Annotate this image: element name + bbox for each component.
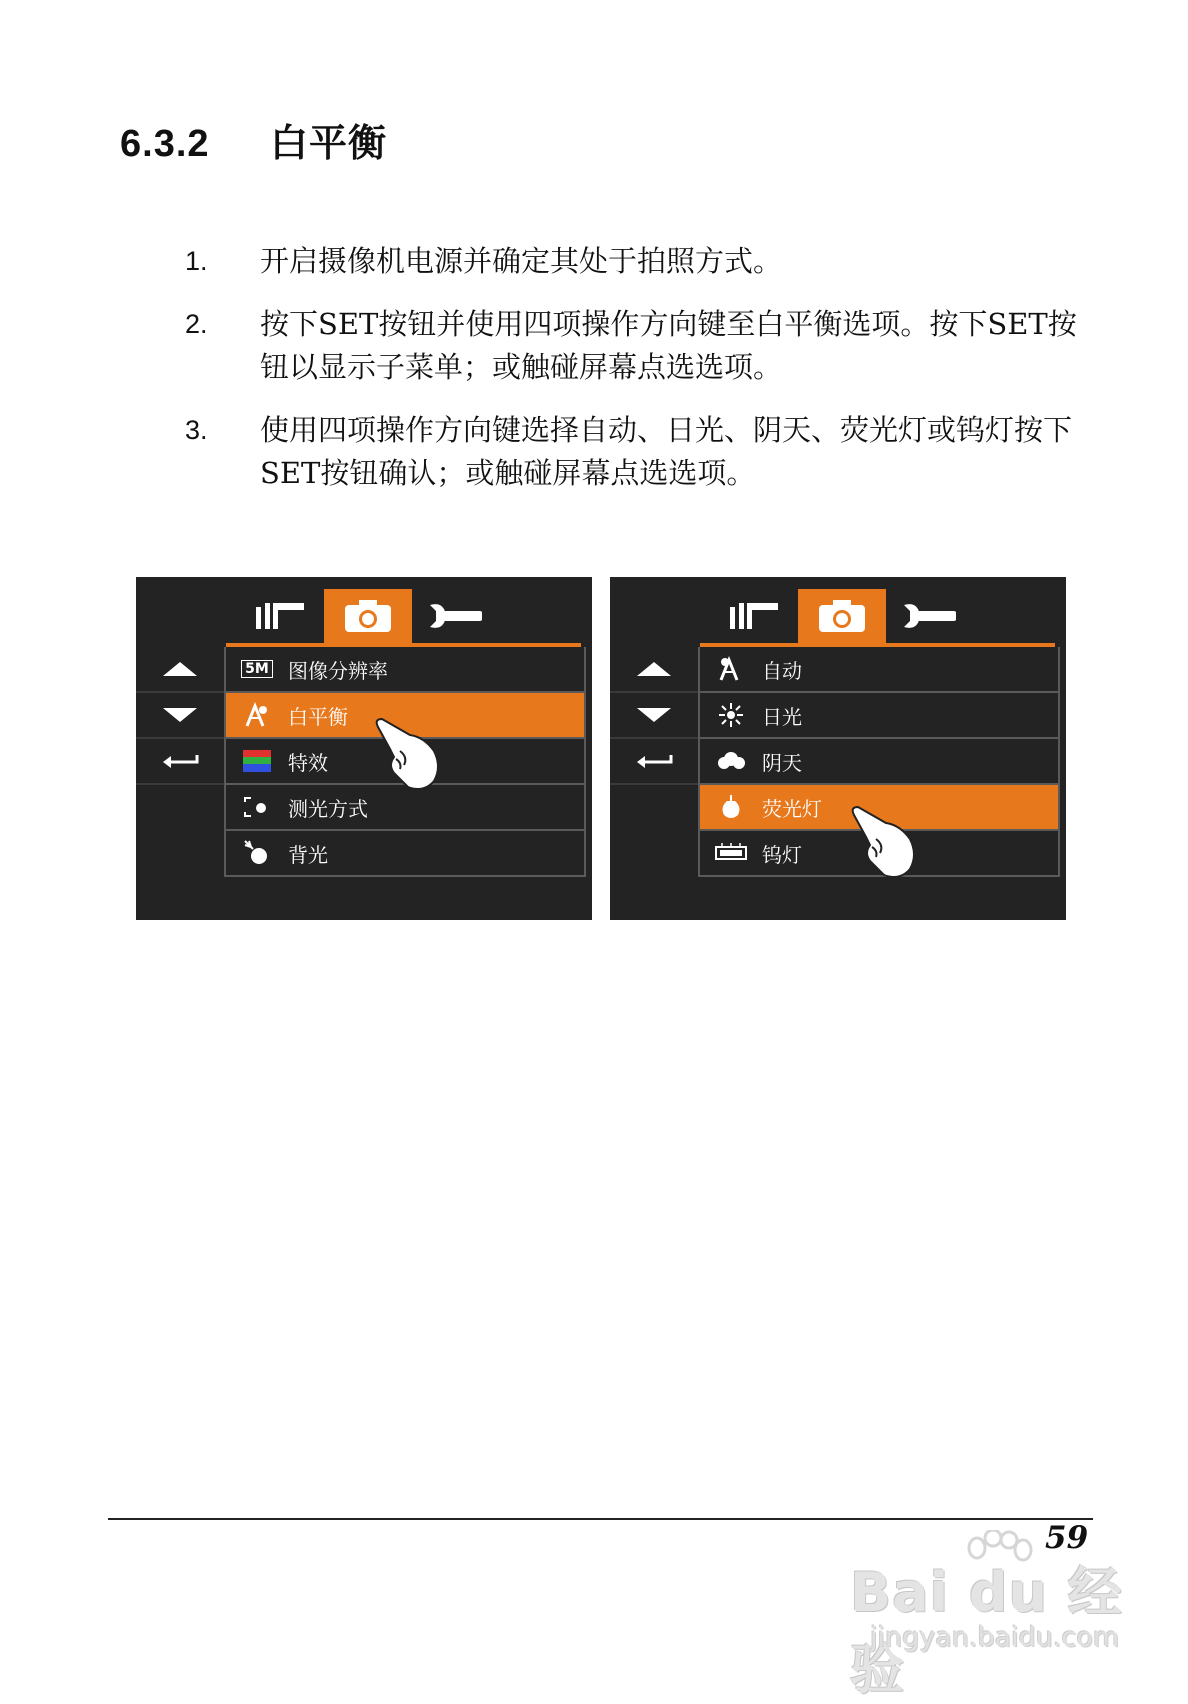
return-icon bbox=[161, 753, 199, 769]
resolution-5m-icon bbox=[236, 660, 278, 678]
menu-item-backlight[interactable] bbox=[226, 831, 584, 877]
up-arrow-icon bbox=[637, 662, 671, 676]
footer-rule bbox=[108, 1518, 1093, 1520]
wrench-icon bbox=[900, 601, 960, 631]
return-button[interactable] bbox=[136, 739, 224, 785]
tab-playback[interactable] bbox=[236, 589, 324, 643]
menu-tabbar bbox=[236, 589, 486, 643]
step-number: 3. bbox=[185, 415, 208, 445]
menu-item-daylight[interactable] bbox=[700, 693, 1058, 739]
down-button[interactable] bbox=[610, 693, 698, 739]
section-heading bbox=[120, 112, 387, 167]
step-item bbox=[185, 240, 1085, 283]
camera-menu-screen-left bbox=[136, 577, 592, 920]
section-title: 白平衡 bbox=[270, 121, 388, 165]
menu-tabbar bbox=[710, 589, 960, 643]
nav-column bbox=[136, 647, 224, 785]
menu-item-label: 特效 bbox=[288, 750, 328, 775]
up-arrow-icon bbox=[163, 662, 197, 676]
camera-icon bbox=[817, 598, 867, 634]
step-number: 1. bbox=[185, 246, 208, 276]
tab-setup[interactable] bbox=[886, 589, 974, 643]
menu-item-label: 阴天 bbox=[762, 750, 802, 775]
color-effect-icon bbox=[236, 750, 278, 772]
menu-item-auto[interactable] bbox=[700, 647, 1058, 693]
section-number: 6.3.2 bbox=[120, 123, 210, 165]
up-button[interactable] bbox=[136, 647, 224, 693]
metering-icon bbox=[236, 796, 278, 818]
up-button[interactable] bbox=[610, 647, 698, 693]
tab-camera[interactable] bbox=[798, 589, 886, 643]
white-balance-icon bbox=[236, 702, 278, 728]
fluorescent-icon bbox=[710, 793, 752, 821]
down-arrow-icon bbox=[163, 708, 197, 722]
return-button[interactable] bbox=[610, 739, 698, 785]
menu-item-label: 日光 bbox=[762, 704, 802, 729]
tab-camera[interactable] bbox=[324, 589, 412, 643]
menu-item-label: 钨灯 bbox=[762, 842, 802, 867]
step-item bbox=[185, 409, 1085, 495]
step-text: 使用四项操作方向键选择自动、日光、阴天、荧光灯或钨灯按下SET按钮确认；或触碰屏幕点选选项。 bbox=[260, 413, 1073, 490]
menu-item-label: 白平衡 bbox=[288, 704, 348, 729]
step-item bbox=[185, 303, 1085, 389]
step-text: 开启摄像机电源并确定其处于拍照方式。 bbox=[260, 244, 783, 278]
tab-playback[interactable] bbox=[710, 589, 798, 643]
steps-list bbox=[185, 240, 1085, 515]
down-arrow-icon bbox=[637, 708, 671, 722]
menu-item-label: 图像分辨率 bbox=[288, 658, 388, 683]
menu-item-label: 荧光灯 bbox=[762, 796, 822, 821]
auto-wb-icon bbox=[710, 656, 752, 682]
pointing-hand-icon bbox=[374, 717, 444, 793]
sun-icon bbox=[710, 702, 752, 728]
watermark-logo: Bai du 经验 bbox=[850, 1561, 1123, 1701]
menu-item-label: 背光 bbox=[288, 842, 328, 867]
camera-icon bbox=[343, 598, 393, 634]
tab-setup[interactable] bbox=[412, 589, 500, 643]
pointing-hand-icon bbox=[850, 805, 920, 881]
menu-item-label: 自动 bbox=[762, 658, 802, 683]
step-text: 按下SET按钮并使用四项操作方向键至白平衡选项。按下SET按钮以显示子菜单；或触碰屏幕点选选项。 bbox=[260, 307, 1077, 384]
wrench-icon bbox=[426, 601, 486, 631]
page-number: 59 bbox=[1045, 1520, 1089, 1556]
down-button[interactable] bbox=[136, 693, 224, 739]
step-number: 2. bbox=[185, 309, 208, 339]
baidu-watermark bbox=[850, 1530, 1135, 1701]
camera-menu-screen-right bbox=[610, 577, 1066, 920]
resolution-icon-text: 5M bbox=[241, 660, 273, 678]
nav-column bbox=[610, 647, 698, 785]
backlight-icon bbox=[236, 839, 278, 867]
playback-icon bbox=[254, 601, 306, 631]
playback-icon bbox=[728, 601, 780, 631]
menu-item-label: 测光方式 bbox=[288, 796, 368, 821]
menu-item-resolution[interactable] bbox=[226, 647, 584, 693]
cloud-icon bbox=[710, 751, 752, 771]
watermark-url: jingyan.baidu.com bbox=[870, 1622, 1120, 1653]
return-icon bbox=[635, 753, 673, 769]
tungsten-icon bbox=[710, 843, 752, 863]
menu-item-cloudy[interactable] bbox=[700, 739, 1058, 785]
